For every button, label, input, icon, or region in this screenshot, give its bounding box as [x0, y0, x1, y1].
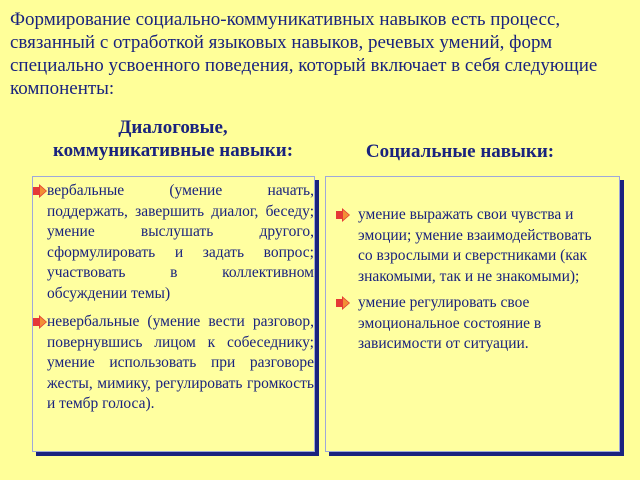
list-item-text: умение выражать свои чувства и эмоции; умение взаимодействовать со взрослыми и сверстниками (как знакомыми, так и не знакомыми); [358, 206, 592, 285]
arrow-bullet-icon [33, 315, 47, 329]
social-skills-panel [325, 176, 620, 452]
heading-dialog-skills [18, 116, 328, 162]
list-item-text: умение регулировать свое эмоциональное состояние в зависимости от ситуации. [358, 294, 542, 352]
list-item [326, 293, 606, 355]
intro-text: Формирование социально-коммуникативных навыков есть процесс, связанный с отработкой языковых навыков, речевых умений, форм специально усвоенного поведения, который включает в себя следующие компоненты: [10, 9, 598, 99]
dialog-skills-panel [32, 176, 315, 452]
arrow-bullet-icon [336, 208, 350, 222]
list-item [326, 205, 606, 287]
list-item-text: вербальные (умение начать, поддержать, завершить диалог, беседу; умение выслушать другого, сформулировать и задать вопрос; участвовать в коллективном обсуждении темы) [47, 182, 314, 302]
heading-social-skills: Социальные навыки: [365, 141, 555, 162]
dialog-skills-list [33, 181, 314, 423]
list-item [33, 181, 314, 304]
arrow-bullet-icon [336, 296, 350, 310]
arrow-bullet-icon [33, 184, 47, 198]
list-item-text: невербальные (умение вести разговор, повернувшись лицом к собеседнику; умение использовать при разговоре жесты, мимику, регулировать громкость и тембр голоса). [47, 313, 314, 412]
heading-dialog-line1: Диалоговые, [118, 117, 228, 138]
heading-dialog-line2: коммуникативные навыки: [52, 140, 294, 161]
social-skills-list [326, 205, 606, 361]
list-item [33, 312, 314, 415]
